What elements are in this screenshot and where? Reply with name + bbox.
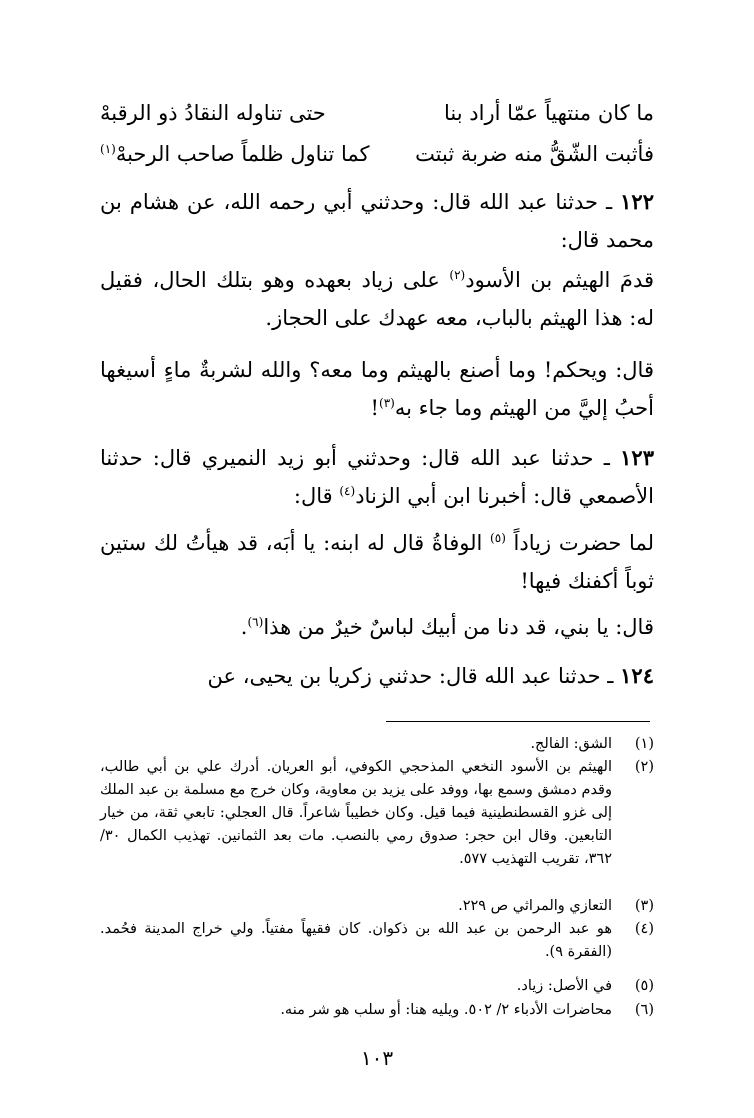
footnote-1 (100, 733, 654, 756)
paragraph-text: ـ حدثنا عبد الله قال: حدثني زكريا بن يحيى، عن (207, 664, 614, 688)
footnote-text: في الأصل: زياد. (516, 978, 612, 994)
footnote-text: محاضرات الأدباء ٢/ ٥٠٢. ويليه هنا: أو سلب هو شر منه. (280, 1002, 612, 1018)
footnote-number: (٥) (634, 978, 654, 994)
footnote-number: (٢) (634, 759, 654, 775)
paragraph-text-end: على زياد بعهده وهو بتلك الحال، فقيل له: هذا الهيثم بالباب، معه عهدك على الحجاز. (100, 268, 654, 330)
footnote-3 (100, 895, 654, 918)
paragraph-ziyad-death (100, 524, 654, 600)
footnote-number: (٤) (634, 921, 654, 937)
paragraph-number: ١٢٣ (620, 445, 654, 470)
paragraph-text-start: قال: ويحكم! وما أصنع بالهيثم وما معه؟ والله لشربةٌ ماءٍ أسيغها أحبُ إليَّ من الهيثم وما جاء به (100, 358, 654, 420)
poem-line-1-second-hemistich: حتى تناوله النقادُ ذو الرقبهْ (100, 101, 326, 125)
footnote-ref-6: (٦) (247, 615, 264, 629)
page-number: ١٠٣ (360, 1046, 394, 1070)
footnote-6 (100, 999, 654, 1022)
poem-line-1-first-hemistich: ما كان منتهياً عمّا أراد بنا (444, 101, 654, 125)
poem-line-2-second-hemistich (100, 142, 369, 166)
paragraph-text-start: قدمَ الهيثم بن الأسود (465, 268, 655, 292)
paragraph-124 (100, 657, 654, 695)
footnote-number: (٦) (634, 1002, 654, 1018)
footnote-text: الهيثم بن الأسود النخعي المذحجي الكوفي، أبو العريان. أدرك علي بن أبي طالب، وقدم دمشق وسمع بها، ووفد على يزيد بن معاوية، وكان خرج مع مسلمة بن عبد الملك إلى غزو القسطنطينية فيما قيل. وكان خطيباً شاعراً. قال العجلي: تابعي ثقة، من خيار التابعين. وقال ابن حجر: صدوق رمي بالنصب. مات بعد الثمانين. تهذيب الكمال ٣٠/ ٣٦٢، تقريب التهذيب ٥٧٧. (100, 759, 612, 867)
paragraph-text-end: قال: (293, 484, 340, 508)
paragraph-text-start: ـ حدثنا عبد الله قال: وحدثني أبو زيد النميري قال: حدثنا الأصمعي قال: أخبرنا ابن أبي الزناد (100, 446, 654, 508)
poem-line-1 (100, 101, 654, 133)
footnote-text: التعازي والمراثي ص ٢٢٩. (458, 898, 612, 914)
paragraph-ziyad-reply (100, 351, 654, 427)
paragraph-number: ١٢٢ (620, 189, 654, 214)
paragraph-text-end: الوفاةُ قال له ابنه: يا أبَه، قد هيأتُ لك ستين ثوباً أكفنك فيها! (100, 531, 654, 593)
footnote-5 (100, 975, 654, 998)
footnote-2 (100, 756, 654, 871)
poem-line-2-second-text: كما تناول ظلماً صاحب الرحبهْ (115, 142, 370, 166)
footnote-ref-5: (٥) (490, 531, 506, 545)
paragraph-text-end: ! (370, 396, 379, 420)
paragraph-text: ـ حدثنا عبد الله قال: وحدثني أبي رحمه الله، عن هشام بن محمد قال: (100, 190, 654, 252)
footnote-number: (١) (634, 736, 654, 752)
paragraph-123 (100, 439, 654, 515)
footnote-number: (٣) (634, 898, 654, 914)
paragraph-text-start: لما حضرت زياداً (505, 531, 654, 555)
footnote-separator (386, 721, 650, 722)
paragraph-haytham-arrival (100, 261, 654, 337)
poem-line-2 (100, 142, 654, 174)
footnote-ref-1: (١) (100, 142, 116, 156)
footnote-ref-2: (٢) (449, 268, 466, 282)
footnote-ref-4: (٤) (339, 484, 356, 498)
footnote-ref-3: (٣) (379, 396, 395, 410)
paragraph-122 (100, 183, 654, 259)
paragraph-text-end: . (240, 615, 248, 639)
paragraph-text-start: قال: يا بني، قد دنا من أبيك لباسٌ خيرٌ من هذا (263, 615, 654, 639)
footnote-text: الشق: الفالج. (530, 736, 612, 752)
paragraph-ziyad-last-words (100, 608, 654, 646)
paragraph-number: ١٢٤ (620, 663, 654, 688)
footnote-4 (100, 918, 654, 964)
footnote-text: هو عبد الرحمن بن عبد الله بن ذكوان. كان فقيهاً مفتياً. ولي خراج المدينة فحُمد. (الفقرة ٩). (100, 921, 612, 960)
poem-line-2-first-hemistich: فأثبت الشّقُّ منه ضربة ثبتت (415, 142, 654, 166)
